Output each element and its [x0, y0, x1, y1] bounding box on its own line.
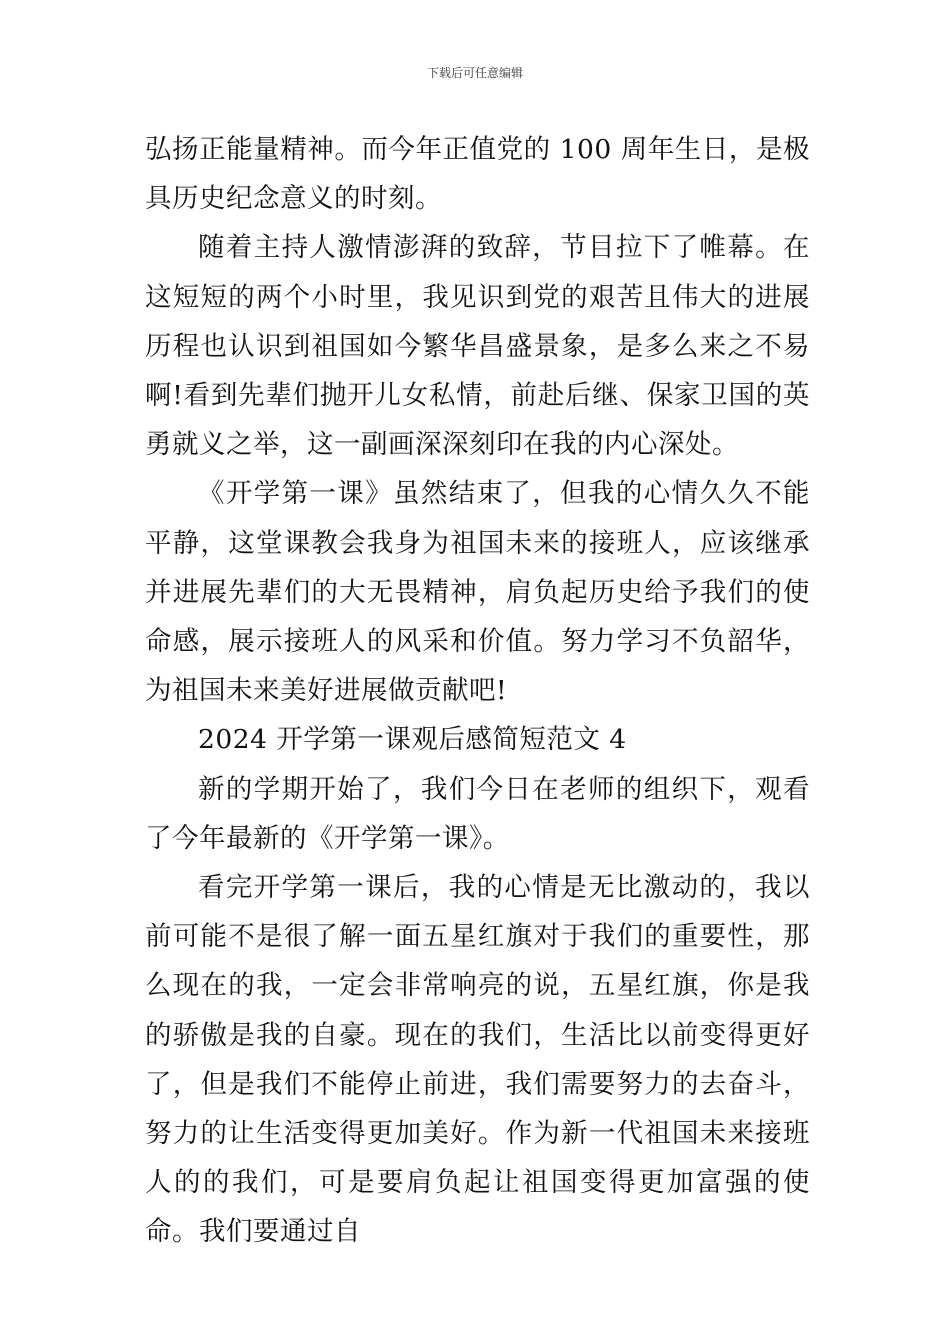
paragraph-5: 看完开学第一课后，我的心情是无比激动的，我以前可能不是很了解一面五星红旗对于我们的重要性，那么现在的我，一定会非常响亮的说，五星红旗，你是我的骄傲是我的自豪。现在的我们，生活比以前变得更好了，但是我们不能停止前进，我们需要努力的去奋斗，努力的让生活变得更加美好。作为新一代祖国未来接班人的的我们，可是要肩负起让祖国变得更加富强的使命。我们要通过自 [145, 872, 810, 1248]
paragraph-3: 《开学第一课》虽然结束了，但我的心情久久不能平静，这堂课教会我身为祖国未来的接班人，应该继承并进展先辈们的大无畏精神，肩负起历史给予我们的使命感，展示接班人的风采和价值。努力学习不负韶华，为祖国未来美好进展做贡献吧! [145, 478, 810, 707]
paragraph-2: 随着主持人激情澎湃的致辞，节目拉下了帷幕。在这短短的两个小时里，我见识到党的艰苦且伟大的进展历程也认识到祖国如今繁华昌盛景象，是多么来之不易啊!看到先辈们抛开儿女私情，前赴后继、保家卫国的英勇就义之举，这一副画深深刻印在我的内心深处。 [145, 232, 810, 461]
paragraph-4: 新的学期开始了，我们今日在老师的组织下，观看了今年最新的《开学第一课》。 [145, 773, 810, 854]
section-heading: 2024 开学第一课观后感简短范文 4 [198, 724, 627, 756]
document-body [145, 125, 810, 1257]
paragraph-1: 弘扬正能量精神。而今年正值党的 100 周年生日，是极具历史纪念意义的时刻。 [145, 134, 810, 215]
page-header: 下载后可任意编辑 [426, 66, 523, 80]
